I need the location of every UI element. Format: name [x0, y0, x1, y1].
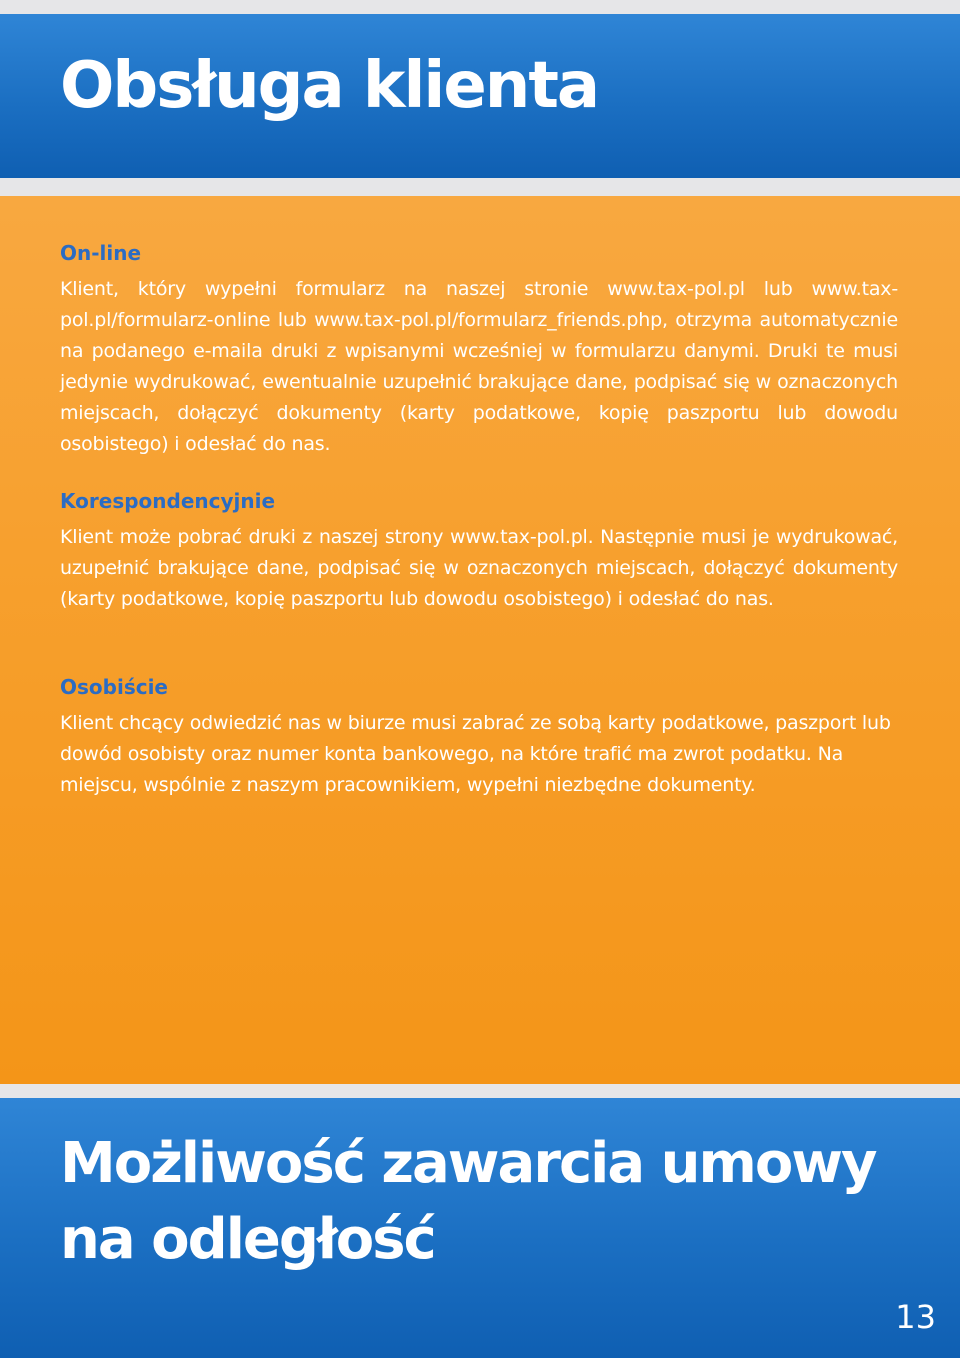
section-heading-online: On-line — [60, 241, 142, 265]
page-title: Obsługa klienta — [60, 49, 599, 123]
section-heading-korespondencyjnie: Korespondencyjnie — [60, 489, 276, 513]
section-online — [60, 240, 898, 460]
section-osobiscie — [60, 674, 898, 801]
section-korespondencyjnie — [60, 488, 898, 615]
section-text-korespondencyjnie: Klient może pobrać druki z naszej strony www.tax-pol.pl. Następnie musi je wydrukować, uzupełnić brakujące dane, podpisać się w oznaczonych miejscach, dołączyć dokumenty (karty podatkowe, kopię paszportu lub dowodu osobistego) i odesłać do nas. — [60, 526, 898, 610]
section-text-online: Klient, który wypełni formularz na naszej stronie www.tax-pol.pl lub www.tax-pol.pl/formularz-online lub www.tax-pol.pl/formularz_friends.php, otrzyma automatycznie na podanego e-maila druki z wpisanymi wcześniej w formularzu danymi. Druki te musi jedynie wydrukować, ewentualnie uzupełnić brakujące dane, podpisać się w oznaczonych miejscach, dołączyć dokumenty (karty podatkowe, kopię paszportu lub dowodu osobistego) i odesłać do nas. — [60, 278, 898, 455]
footer-banner — [0, 1098, 960, 1358]
footer-title: Możliwość zawarcia umowy na odległość — [60, 1131, 876, 1272]
section-heading-osobiscie: Osobiście — [60, 675, 168, 699]
header-banner — [0, 14, 960, 178]
section-text-osobiscie: Klient chcący odwiedzić nas w biurze musi zabrać ze sobą karty podatkowe, paszport lub dowód osobisty oraz numer konta bankowego, na które trafić ma zwrot podatku. Na miejscu, wspólnie z naszym pracownikiem, wypełni niezbędne dokumenty. — [60, 712, 891, 796]
page-number: 13 — [895, 1298, 936, 1336]
